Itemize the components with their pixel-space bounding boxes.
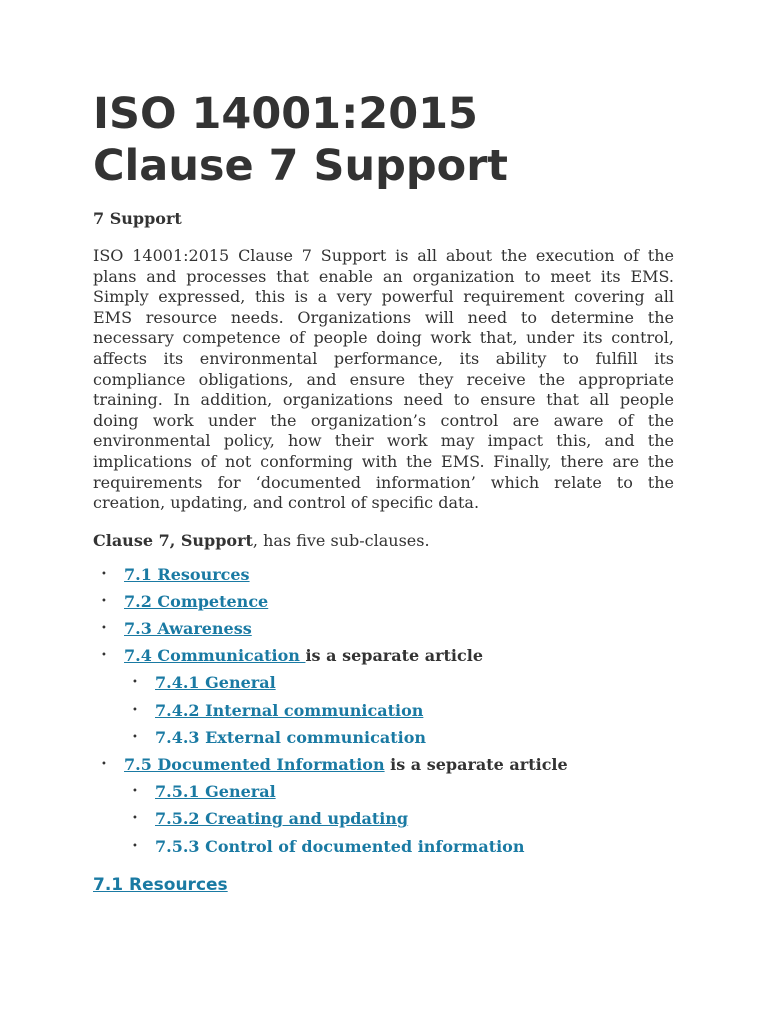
list-item [93, 728, 674, 755]
bullet-icon: • [101, 759, 107, 771]
bullet-icon: • [132, 786, 138, 798]
separate-article-note: is a separate article [384, 755, 568, 775]
bullet-icon: • [132, 731, 138, 743]
list-item [93, 565, 674, 592]
list-item [93, 809, 674, 836]
list-item [93, 837, 674, 864]
link-7-3-awareness[interactable]: 7.3 Awareness [124, 619, 252, 639]
bullet-icon: • [132, 813, 138, 825]
link-7-5-documented-information[interactable]: 7.5 Documented Information [124, 755, 385, 775]
bullet-icon: • [101, 650, 107, 662]
bullet-icon: • [132, 677, 138, 689]
link-7-5-2-creating-and-updating[interactable]: 7.5.2 Creating and updating [155, 809, 409, 829]
bullet-icon: • [132, 840, 138, 852]
link-7-4-2-internal-communication[interactable]: 7.4.2 Internal communication [155, 700, 424, 720]
list-item [93, 673, 674, 700]
subclause-list [93, 565, 674, 864]
intro-rest: , has five sub-clauses. [252, 530, 430, 550]
link-7-5-3-control-of-documented-information[interactable]: 7.5.3 Control of documented information [155, 836, 525, 856]
list-item [93, 646, 674, 673]
link-7-1-resources[interactable]: 7.1 Resources [124, 564, 250, 584]
section-heading [93, 874, 674, 896]
list-item [93, 782, 674, 809]
bullet-icon: • [101, 623, 107, 635]
bullet-icon: • [101, 595, 107, 607]
section-subheading: 7 Support [93, 209, 182, 228]
list-item [93, 619, 674, 646]
link-7-4-3-external-communication[interactable]: 7.4.3 External communication [155, 727, 426, 747]
bullet-icon: • [132, 704, 138, 716]
link-7-4-1-general[interactable]: 7.4.1 General [155, 673, 276, 693]
link-7-5-1-general[interactable]: 7.5.1 General [155, 782, 276, 802]
page-title-line-1: ISO 14001:2015 [93, 89, 478, 139]
list-item [93, 701, 674, 728]
bullet-icon: • [101, 568, 107, 580]
article [93, 88, 674, 896]
list-item [93, 592, 674, 619]
link-7-4-communication[interactable]: 7.4 Communication [124, 646, 306, 666]
intro-bold: Clause 7, Support [93, 530, 253, 550]
link-7-2-competence[interactable]: 7.2 Competence [124, 591, 269, 611]
body-paragraph: ISO 14001:2015 Clause 7 Support is all about the execution of the plans and processes that enable an organization to meet its EMS. Simply expressed, this is a very powerful requirement covering all EMS resource needs. Organizations will need to determine the necessary competence of people doing work that, under its control, affects its environmental performance, its ability to fulfill its compliance obligations, and ensure they receive the appropriate training. In addition, organizations need to ensure that all people doing work under the organization’s control are aware of the environmental policy, how their work may impact this, and the implications of not conforming with the EMS. Finally, there are the requirements for ‘documented information’ which relate to the creation, updating, and control of specific data. [93, 246, 674, 513]
subclauses-intro [93, 531, 674, 551]
list-item [93, 755, 674, 782]
page-title-line-2: Clause 7 Support [93, 141, 508, 191]
page-title [93, 88, 674, 192]
section-heading-link[interactable]: 7.1 Resources [93, 874, 228, 895]
separate-article-note: is a separate article [305, 646, 484, 666]
